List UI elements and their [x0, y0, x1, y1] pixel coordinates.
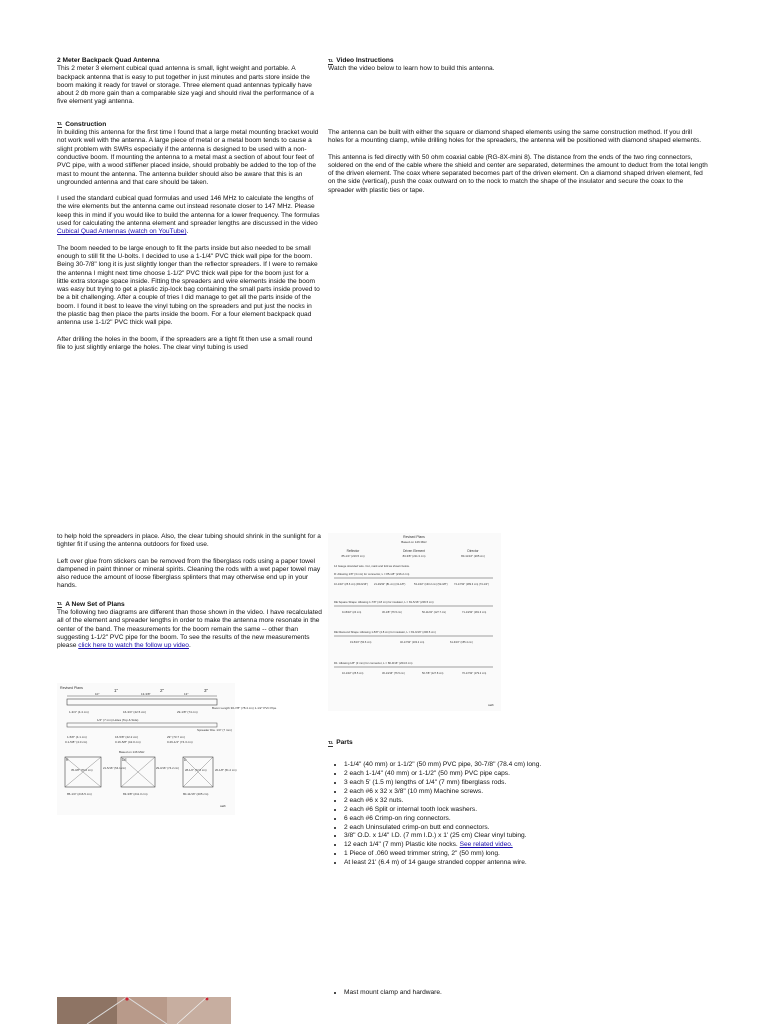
- parts-item: • At least 21' (6.4 m) of 14 gauge stranded copper antenna wire.: [344, 859, 728, 867]
- parts-section: [328, 739, 728, 868]
- parts-list: [328, 761, 728, 867]
- parts-title: Parts: [336, 739, 353, 746]
- diagram-code: wa8t: [220, 805, 226, 808]
- rp-total-de: 83-3/8" (211.3 cm): [402, 554, 426, 558]
- right-column-mid: [328, 129, 708, 203]
- rp-de-sq-2: 30-1/8" (76.5 cm): [382, 611, 402, 614]
- plans-text-end: .: [188, 642, 191, 650]
- rp-de-di-1: 19-5/16" (50.6 cm): [350, 641, 372, 644]
- right-column-top: [328, 57, 708, 82]
- length-a-1: 1-5/8" (4.1 cm): [67, 735, 87, 739]
- parts-continued: [328, 989, 708, 998]
- rp-de-sq-4: 71-13/32" (181.3 cm): [462, 611, 487, 614]
- rp-code: wa8t: [488, 704, 494, 707]
- article-title: 2 Meter Backpack Quad Antenna: [57, 57, 160, 64]
- length-a-2: 16-5/8" (42.2 cm): [115, 735, 139, 739]
- square-side: 20-1/8" (51.2 cm): [215, 768, 237, 772]
- construction-p2-text: I used the standard cubical quad formulas and used 146 MHz to calculate the lengths of the wire elements but the antenna came out instead resonate closer to 147 MHz. Please keep this in mind if you would like to build the antenna for a lower frequency. The formulas used for calculating the antenna element and spreader lengths are discussed in the video: [57, 195, 320, 228]
- section-icon: T.I.: [328, 57, 334, 63]
- plans-heading: [57, 601, 322, 609]
- rp-col-reflector: Reflector: [346, 549, 360, 553]
- construction-paragraph-6: Left over glue from stickers can be removed from the fiberglass rods using a paper towel dampened in paint thinner or mineral spirits. Cleaning the rods with a wet paper towel may also reduce the amount of loose fiberglass splinters that may otherwise end up in your hands.: [57, 557, 321, 590]
- holes-label: 1/4" (7 mm) Holes (Top & Side): [97, 718, 139, 722]
- mark-1: 1": [114, 688, 119, 693]
- length-b-1: 0.1-5/8" (4.0 cm): [65, 740, 88, 744]
- video-title: Video Instructions: [336, 57, 394, 64]
- parts-list-continued: [328, 989, 708, 997]
- rp-d-4: 70-17/32" (179.2 cm): [462, 672, 487, 675]
- plans-paragraph: [57, 609, 322, 650]
- parts-item: • 2 each #6 x 32 nuts.: [344, 797, 728, 805]
- parts-item: • 2 each 1-1/4" (40 mm) or 1-1/2" (50 mm) PVC pipe caps.: [344, 770, 728, 778]
- construction-paragraph-1: In building this antenna for the first time I found that a large metal mounting bracket would not work well with the antenna. A large piece of metal or a metal boom tends to cause a slight problem with SWRs especially if the antenna is designed to be used with a non-conductive boom. If mounting the antenna to a metal mast a section of about four feet of PVC pipe, with a wood stiffener placed inside, should probably be added to the top of the mast to mount the antenna. The antenna builder should also be aware that this is an ungrounded antenna and that care should be taken.: [57, 129, 319, 186]
- rp-d-2: 30-13/16" (76.5 cm): [382, 672, 405, 675]
- left-column-top: [57, 57, 322, 360]
- rp-col-driven: Driven Element: [403, 549, 425, 553]
- parts-heading: [328, 739, 728, 747]
- video-paragraph: Watch the video below to learn how to build this antenna.: [328, 65, 495, 73]
- revised-plans-diagram-elements: [328, 533, 501, 711]
- follow-up-video-link[interactable]: click here to watch the follow up video: [78, 642, 189, 650]
- section-icon: T.I.: [57, 601, 63, 607]
- video-heading: [328, 57, 708, 65]
- construction-p2-end: .: [186, 228, 189, 236]
- dim-top-3: 13": [184, 692, 189, 696]
- cubical-quad-video-link[interactable]: Cubical Quad Antennas (watch on YouTube): [57, 228, 187, 236]
- plans-title: A New Set of Plans: [65, 600, 125, 608]
- intro-paragraph: This 2 meter 3 element cubical quad antenna is small, light weight and portable. A backpack antenna that is easy to put together in just minutes and parts store inside the boom making it ready for travel or storage. Three element quad antennas typically have about 2 db more gain than a comparable size yagi and should rival the performance of a five element yagi antenna.: [57, 65, 314, 106]
- parts-item: • 3/8" O.D. x 1/4" I.D. (7 mm I.D.) x 1' (25 cm) Clear vinyl tubing.: [344, 832, 728, 840]
- dim-top-2: 13-3/8": [141, 692, 151, 696]
- parts-item: • 2 each #6 Split or internal tooth lock washers.: [344, 806, 728, 814]
- antenna-photo: [57, 997, 231, 1024]
- parts-item: • 1-1/4" (40 mm) or 1-1/2" (50 mm) PVC pipe, 30-7/8" (78.4 cm) long.: [344, 761, 728, 769]
- inner-de-right: 29-3/16" (74.2 cm): [156, 766, 180, 770]
- inner-de-left: 21-5/16" (54.1 cm): [103, 766, 127, 770]
- right-paragraph-1: The antenna can be built with either the square or diamond shaped elements using the same construction method. If you drill holes for a mounting clamp, while drilling holes for the spreaders, the antenna will be positioned with diamond shaped elements.: [328, 129, 702, 145]
- rp-d-line: D1: Allowing 1/8" (3 mm) for connector, L = 80-9/16" (204.6 cm): [334, 661, 413, 665]
- mark-2: 2": [160, 688, 165, 693]
- diagram-title: Revised Plans: [60, 686, 83, 690]
- parts-item: • 2 each #6 x 32 x 3/8" (10 mm) Machine screws.: [344, 788, 728, 796]
- right-paragraph-2: This antenna is fed directly with 50 ohm coaxial cable (RG-8X-mini 8). The distance from the ends of the two ring connectors, soldered on the end of the cable where the shield and center are separated, determines the amount to deduct from the total length of the driven element. The coax where separated becomes part of the driven element. On a diamond shaped driven element, fed on the side (vertical), push the coax outward on to the nock to match the shape of the insulator and secure the coax to the spreader with plastic ties or tape.: [328, 153, 708, 194]
- dim-top-1: 10": [95, 692, 100, 696]
- rp-title: Revised Plans: [403, 535, 425, 539]
- rp-de-di-2: 40-17/32" (103.2 cm): [400, 641, 425, 644]
- plans-text: The following two diagrams are different than those shown in the video. I have recalculated all of the element and spreader lengths in order to make the antenna more resonate in the center of the band. The measurements for the boom remain the same -- other than suggesting 1-1/2" PVC pipe for the boom. To see the results of the new measurements please: [57, 609, 322, 650]
- section-icon: T.I.: [328, 739, 334, 745]
- rp-r-3: 53-1/32" (133.2 cm) (52-3/8"): [414, 583, 448, 586]
- rp-de-sq-3: 50-11/32" (127.7 cm): [422, 611, 447, 614]
- segment-3: 29-1/8" (74 cm): [177, 710, 198, 714]
- total-r: 85-1/4" (216.5 cm): [67, 792, 92, 796]
- rp-r-4: 74-17/32" (189.3 cm) (74-1/2"): [454, 583, 490, 586]
- rp-total-r: 85-1/4" (216.5 cm): [341, 554, 365, 558]
- spreader-label: Spreader Dia. 1/4" (7 mm): [197, 728, 232, 732]
- parts-item: • 1 Piece of .060 weed trimmer string, 2" (50 mm) long.: [344, 850, 728, 858]
- label-r: R: [66, 758, 69, 762]
- rp-de-diamond: DE Diamond Shape: Allowing 1-5/8" (4.8 cm) for insulator, L = 81-9/16" (206.5 cm): [334, 630, 436, 634]
- related-video-link[interactable]: See related video.: [459, 841, 513, 849]
- construction-paragraph-5: to help hold the spreaders in place. Also, the clear tubing should shrink in the sunlight for a tighter fit if using the antenna outdoors for fixed use.: [57, 533, 321, 549]
- boom-label: Boom Length 30-7/8" (78.4 cm) 1-1/2" PVC Pipe: [212, 706, 277, 710]
- rp-d-3: 50-7/8" (127.8 cm): [422, 672, 444, 675]
- rp-d-1: 10-1/32" (25.5 cm): [342, 672, 364, 675]
- parts-item: • 3 each 5' (1.5 m) lengths of 1/4" (7 mm) fiberglass rods.: [344, 779, 728, 787]
- length-a-3: 29" (73.7 cm): [167, 735, 185, 739]
- total-de: 83-3/8" (211.3 cm): [123, 792, 148, 796]
- rp-total-d: 80-11/16" (205 cm): [461, 554, 485, 558]
- rp-de-di-3: 61-3/16" (155.4 cm): [450, 641, 473, 644]
- revised-plans-diagram-boom: [57, 683, 277, 815]
- boom-pipe-shape: [67, 699, 217, 705]
- mark-3: 3": [204, 688, 209, 693]
- construction-paragraph-4: After drilling the holes in the boom, if the spreaders are a tight fit then use a small round file to just slightly enlarge the holes. The clear vinyl tubing is used: [57, 335, 313, 351]
- inner-d: 28-1/2" (72.5 cm): [185, 768, 207, 772]
- rp-col-director: Director: [467, 549, 479, 553]
- construction-paragraph-2: [57, 195, 322, 236]
- based-label: Based on 146 MHz: [119, 750, 145, 754]
- parts-item: • 2 each Uninsulated crimp-on butt end connectors.: [344, 824, 728, 832]
- construction-heading: [57, 121, 322, 129]
- length-b-3: 0.29-1/4" (74.3 cm): [167, 740, 193, 744]
- rp-gauge: 14 Gauge stranded wire. Cut, mark and fold as shown below.: [334, 564, 410, 568]
- label-de: DE: [122, 758, 127, 762]
- construction-paragraph-3: The boom needed to be large enough to fit the parts inside but also needed to be small enough to still fit the U-bolts. I decided to use a 1-1/4" PVC thick wall pipe for the boom. Being 30-7/8" long it is just slightly longer than the reflector spreaders. If I were to remake the antenna I might next time choose 1-1/2" PVC thick wall pipe for the boom just for a little extra storage space inside. Fitting the spreaders and wire elements inside the boom was easy but trying to get a plastic zip-lock bag containing the small parts inside proved to be a bit challenging. After a couple of tries I did manage to get all the parts inside of the boom. I found it best to leave the vinyl tubing on the spreaders and put just the nocks in the plastic bag then place the parts inside the boom. For a four element backpack quad antenna use 1-1/2" PVC thick wall pipe.: [57, 244, 320, 327]
- section-icon: T.I.: [57, 121, 63, 127]
- segment-1: 1-3/4" (4.4 cm): [69, 710, 89, 714]
- rp-de-sq-1: 9-15/32" (24 cm): [342, 611, 362, 614]
- construction-title: Construction: [65, 120, 107, 128]
- label-d: D: [184, 758, 187, 762]
- rp-r-2: 21-29/32" (81 cm) (31-1/8"): [374, 583, 406, 586]
- rp-subtitle: Based on 146 MHz: [401, 540, 427, 544]
- parts-item-text: 12 each 1/4" (7 mm) Plastic kite nocks.: [344, 841, 460, 849]
- segment-2: 16-3/4" (42.5 cm): [123, 710, 147, 714]
- total-d: 80-11/16" (205 cm): [183, 792, 209, 796]
- parts-item: • 6 each #6 Crimp-on ring connectors.: [344, 815, 728, 823]
- parts-item: [344, 841, 728, 849]
- inner-r: 35-3/8" (76.6 cm): [71, 768, 93, 772]
- rp-de-square: DE Square Shape: Allowing 1-7/8" (4.8 cm) for insulator, L = 81-5/16" (206.5 cm): [334, 600, 434, 604]
- rp-r-line: R: Allowing 1/8" (3 mm) for connector, L = 85-1/8" (216.2 cm): [334, 572, 410, 576]
- length-b-2: 0.16-5/8" (42.0 cm): [115, 740, 141, 744]
- rp-r-1: 10-1/32" (25.6 cm) (R0-9/16"): [334, 583, 368, 586]
- left-column-bottom: [57, 533, 322, 659]
- parts-item: • Mast mount clamp and hardware.: [344, 989, 708, 997]
